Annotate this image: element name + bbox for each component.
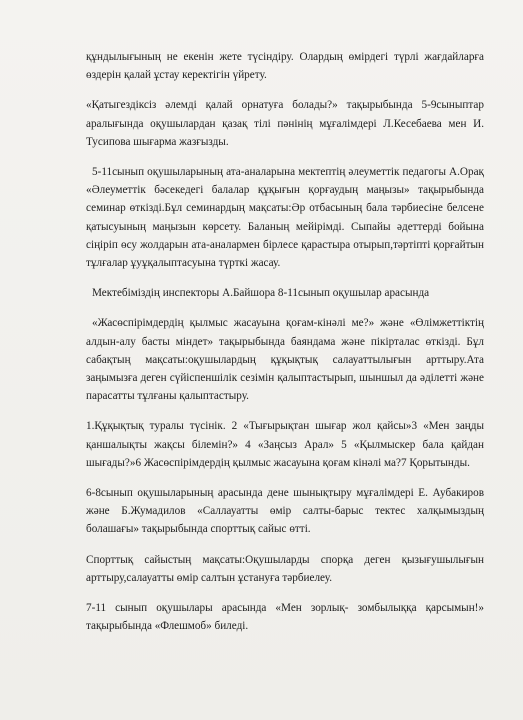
paragraph-8: Спорттық сайыстың мақсаты:Оқушыларды спорқа деген қызығушылығын арттыру,салауатты өмір салтын ұстануға тәрбиелеу. — [86, 553, 484, 584]
paragraph-3: 5-11сынып оқушыларының ата-аналарына мектептің әлеуметтік педагогы А.Орақ «Әлеуметтік бәсекедегі балалар құқығын қорғаудың маңызы» тақырыбында семинар өткізді.Бұл семинардың мақсаты:Әр отбасының бала тәрбиесіне белсене қатысуының маңызын көрсету. Баланың мейірімді. Сыпайы әдеттерді бойына сіңіріп өсу жолдарын ата-аналармен бірлесе қарастыра отырып,тәртіпті қорғайтын тұлғалар ұуұқалыптасуына түрткі жасау. — [86, 166, 484, 270]
paragraph-5: «Жасөспірімдердің қылмыс жасауына қоғам-кінәлі ме?» және «Өлімжеттіктің алдын-алу басты міндет» тақырыбында баяндама және пікірталас өткізді. Бұл сабақтың мақсаты:оқушылардың құқықтық салауаттылығын арттыру.Ата заңымызға деген сүйіспеншілік сезімін қалыптастырып, шыншыл да әділетті және парасатты тұлғаны қалыптастыру. — [86, 317, 484, 403]
paragraph-2: «Қатыгездіксіз әлемді қалай орнатуға болады?» тақырыбында 5-9сыныптар аралығында оқушылардан қазақ тілі пәнінің мұғалімдері Л.Кесебаева мен И. Тусипова шығарма жазғызды. — [86, 99, 484, 148]
paragraph-6: 1.Құқықтық туралы түсінік. 2 «Тығырықтан шығар жол қайсы»3 «Мен заңды қаншалықты жақсы білемін?» 4 «Заңсыз Арал» 5 «Қылмыскер бала қайдан шығады?»6 Жасөспірімдердің қылмыс жасауына қоғам кінәлі ма?7 Қорытынды. — [86, 420, 484, 469]
paragraph-4: Мектебіміздің инспекторы А.Байшора 8-11сынып оқушылар арасында — [92, 287, 430, 300]
document-body — [86, 48, 484, 647]
paragraph-1: құндылығының не екенін жете түсіндіру. Олардың өмірдегі түрлі жағдайларға өздерін қалай ұстау керектігін үйрету. — [86, 51, 484, 82]
bleed-through-shadow — [250, 628, 490, 683]
paragraph-9: 7-11 сынып оқушылары арасында «Мен зорлық- зомбылыққа қарсымын!» тақырыбында «Флешмоб» биледі. — [86, 602, 484, 633]
paragraph-7: 6-8сынып оқушыларының арасында дене шынықтыру мұғалімдері Е. Аубакиров және Б.Жумадилов «Саллауатты өмір салты-барыс тектес халқымыздың болашағы» тақырыбында спорттық сайыс өтті. — [86, 487, 484, 536]
